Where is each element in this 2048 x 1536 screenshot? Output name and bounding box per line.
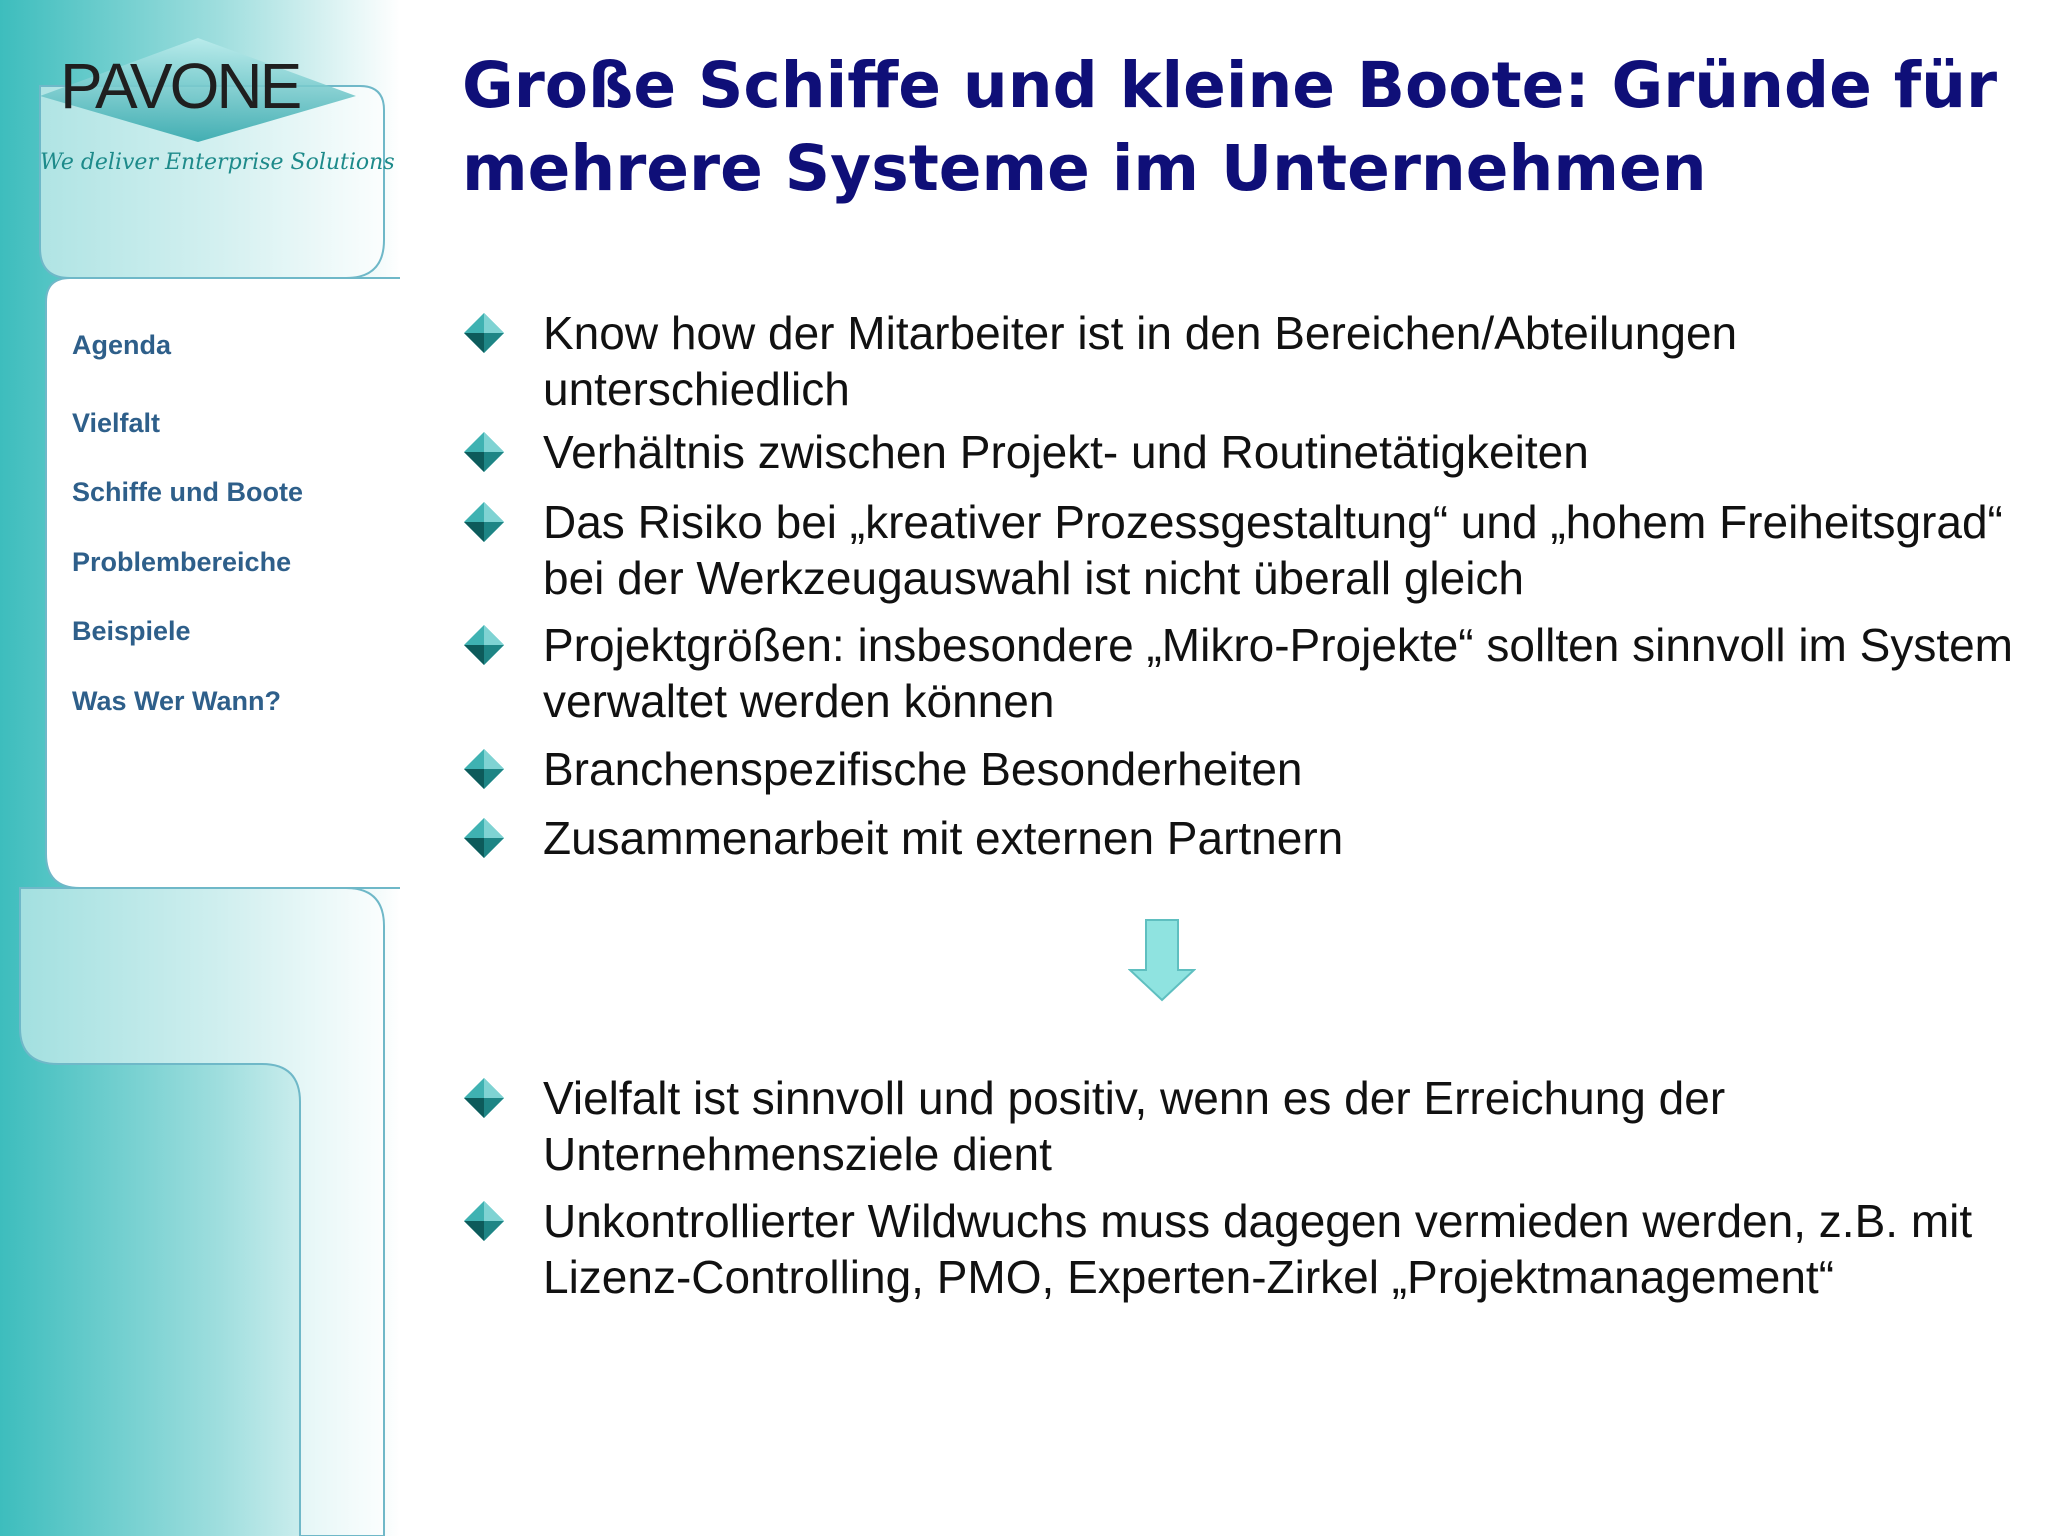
diamond-bullet-icon <box>462 500 506 544</box>
diamond-bullet-icon <box>462 623 506 667</box>
diamond-bullet-icon <box>462 1076 506 1120</box>
bullet-text: Vielfalt ist sinnvoll und positiv, wenn es der Erreichung der Unternehmensziele dient <box>543 1072 1726 1180</box>
logo-brand: PAVONE <box>60 50 300 122</box>
slide-title: Große Schiffe und kleine Boote: Gründe für mehrere Systeme im Unternehmen <box>462 49 1998 205</box>
bullet-text: Projektgrößen: insbesondere „Mikro-Projekte“ sollten sinnvoll im System verwaltet werden können <box>543 619 2014 727</box>
diamond-bullet-icon <box>462 1199 506 1243</box>
nav-item-vielfalt[interactable]: Vielfalt <box>72 408 161 438</box>
diamond-bullet-icon <box>462 816 506 860</box>
diamond-bullet-icon <box>462 430 506 474</box>
logo-tagline: We deliver Enterprise Solutions <box>40 150 395 175</box>
bullet-text: Das Risiko bei „kreativer Prozessgestaltung“ und „hohem Freiheitsgrad“ bei der Werkzeugauswahl ist nicht überall gleich <box>543 496 2003 604</box>
nav-item-schiffe-und-boote[interactable]: Schiffe und Boote <box>72 477 303 507</box>
nav-item-was-wer-wann[interactable]: Was Wer Wann? <box>72 686 282 716</box>
nav-item-agenda[interactable]: Agenda <box>72 330 172 360</box>
diamond-bullet-icon <box>462 311 506 355</box>
nav-item-problembereiche[interactable]: Problembereiche <box>72 547 292 577</box>
bullet-text: Branchenspezifische Besonderheiten <box>543 743 1303 795</box>
sidebar-background <box>0 0 400 1536</box>
diamond-bullet-icon <box>462 747 506 791</box>
pavone-logo <box>38 36 395 186</box>
bullet-text: Zusammenarbeit mit externen Partnern <box>543 812 1344 864</box>
down-arrow-icon <box>1128 918 1196 1002</box>
bullet-text: Know how der Mitarbeiter ist in den Bereichen/Abteilungen unterschiedlich <box>543 307 1738 415</box>
bullet-text: Verhältnis zwischen Projekt- und Routinetätigkeiten <box>543 426 1589 478</box>
bullet-text: Unkontrollierter Wildwuchs muss dagegen vermieden werden, z.B. mit Lizenz-Controlling, PMO, Experten-Zirkel „Projektmanagement“ <box>543 1195 1973 1303</box>
nav-item-beispiele[interactable]: Beispiele <box>72 616 191 646</box>
